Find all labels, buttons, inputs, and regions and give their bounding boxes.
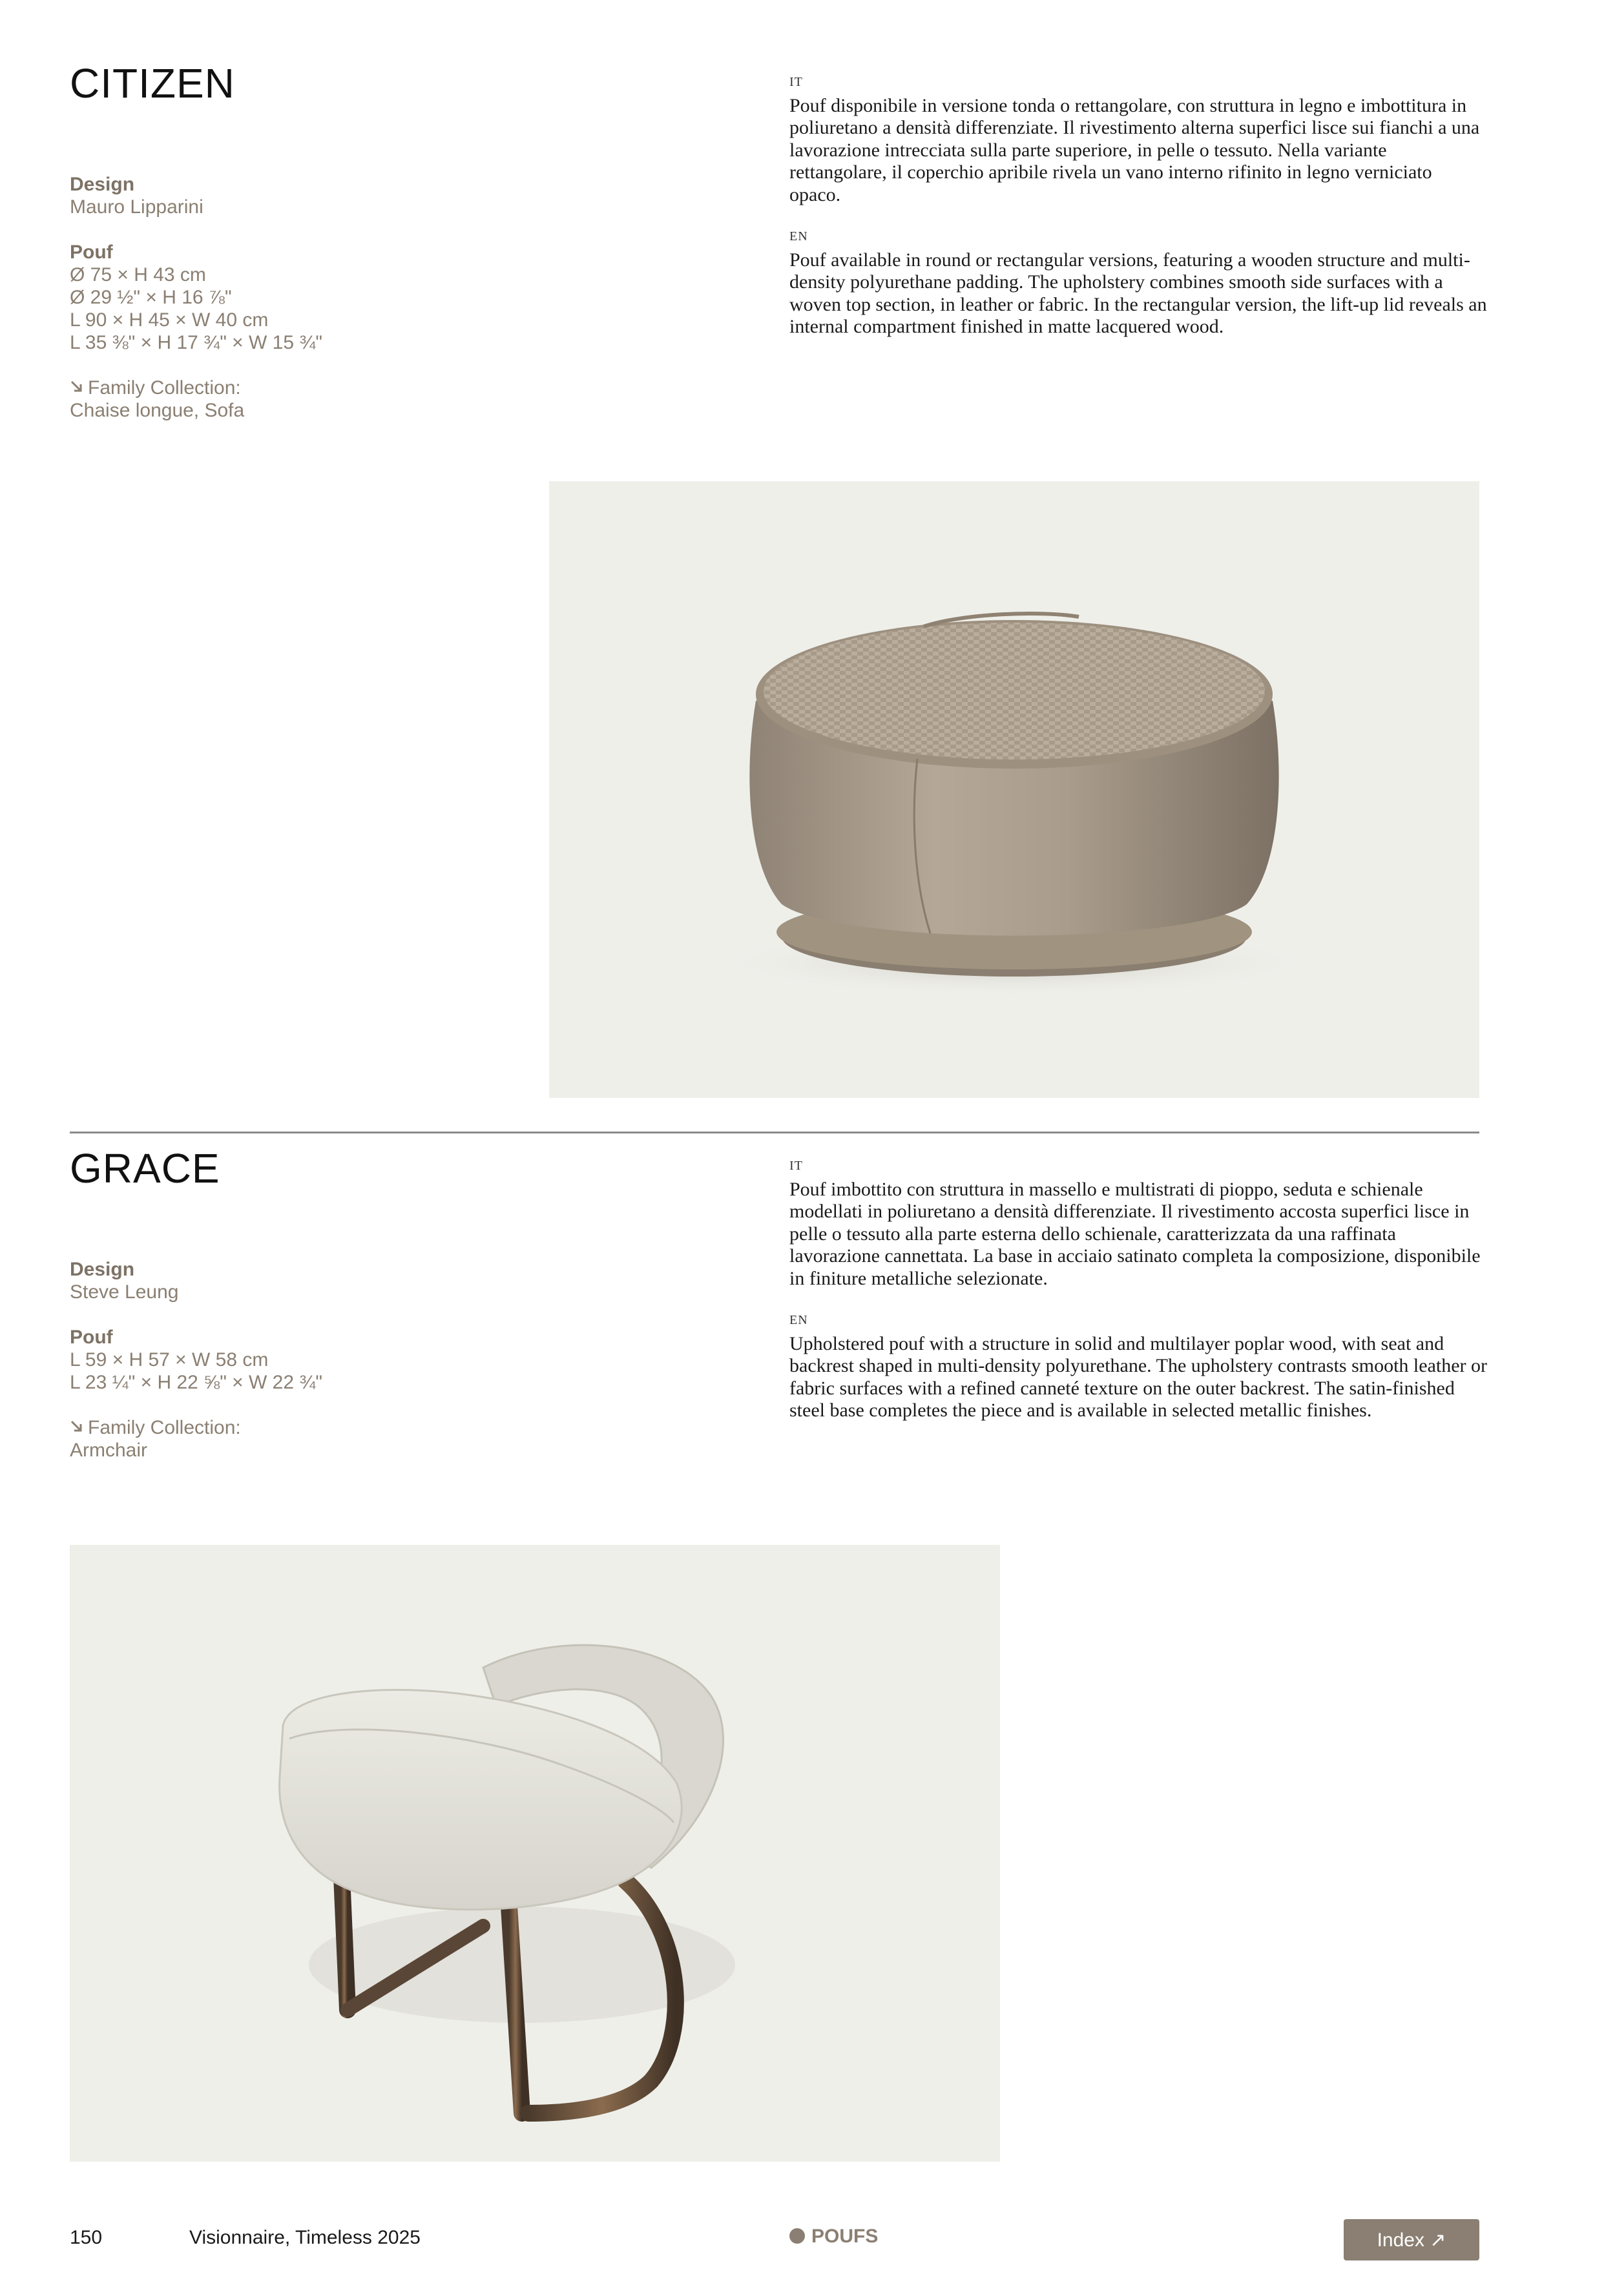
product-photo-grace [70,1545,1000,2162]
language-label-en: EN [789,1313,808,1327]
description-it: Pouf disponibile in versione tonda o rettangolare, con struttura in legno e imbottitura in poliuretano a densità differenziate. Il rivestimento alterna superfici lisce sui fianchi a una lavorazione intrecciata sulla parte superiore, in pelle o tessuto. Nella variante rettangolare, il coperchio apribile rivela un vano interno rifinito in legno verniciato opaco. [789,94,1480,205]
section-divider [70,1132,1479,1133]
product-description-grace [789,1155,1487,1442]
product-title-grace: GRACE [70,1145,220,1192]
dimension-line: L 90 × H 45 × W 40 cm [70,309,269,331]
dimension-line: Ø 75 × H 43 cm [70,264,206,285]
design-label: Design [70,1259,135,1280]
arrow-down-right-icon [70,1416,84,1439]
page-number: 150 [70,2227,103,2248]
dimension-line: Ø 29 ½" × H 16 ⅞" [70,287,232,308]
product-photo-citizen [549,481,1479,1098]
family-collection-link[interactable] [70,1416,522,1439]
type-label: Pouf [70,1327,113,1348]
dimension-line: L 35 ⅜" × H 17 ¾" × W 15 ¾" [70,332,323,353]
section-name: POUFS [811,2226,879,2247]
dimension-line: L 23 ¼" × H 22 ⅝" × W 22 ¾" [70,1372,323,1393]
product-description-citizen [789,71,1487,358]
family-collection-value[interactable]: Chaise longue, Sofa [70,400,245,421]
family-label: Family Collection: [88,377,241,398]
family-collection-link[interactable] [70,377,522,399]
design-label: Design [70,174,135,195]
designer-name: Mauro Lipparini [70,196,203,218]
product-meta-citizen [70,173,522,422]
index-button[interactable]: Index ↗ [1344,2219,1479,2260]
dot-icon [789,2228,805,2244]
type-label: Pouf [70,242,113,263]
designer-name: Steve Leung [70,1281,179,1303]
dimension-line: L 59 × H 57 × W 58 cm [70,1349,269,1370]
pouf-grace-illustration [70,1545,1000,2162]
description-it: Pouf imbottito con struttura in massello e multistrati di pioppo, seduta e schienale modellati in poliuretano a densità differenziate. Il rivestimento accosta superfici lisce in pelle o tessuto alla parte esterna dello schienale, caratterizzata da una raffinata lavorazione cannettata. La base in acciaio satinato completa la composizione, disponibile in finiture metalliche selezionate. [789,1178,1481,1289]
product-meta-grace [70,1258,522,1462]
product-title-citizen: CITIZEN [70,60,235,107]
pouf-round-illustration [549,481,1479,1098]
description-en: Upholstered pouf with a structure in solid and multilayer poplar wood, with seat and backrest shaped in multi-density polyurethane. The upholstery contrasts smooth leather or fabric surfaces with a refined canneté texture on the outer backrest. The satin-finished steel base completes the piece and is available in selected metallic finishes. [789,1332,1488,1421]
family-collection-value[interactable]: Armchair [70,1440,148,1461]
description-en: Pouf available in round or rectangular versions, featuring a wooden structure and multi-density polyurethane padding. The upholstery combines smooth side surfaces with a woven top section, in leather or fabric. In the rectangular version, the lift-up lid reveals an internal compartment finished in matte lacquered wood. [789,249,1487,337]
section-label [789,2226,878,2248]
language-label-en: EN [789,229,808,243]
language-label-it: IT [789,1159,803,1173]
arrow-down-right-icon [70,377,84,399]
language-label-it: IT [789,75,803,89]
publication-title: Visionnaire, Timeless 2025 [189,2227,421,2248]
family-label: Family Collection: [88,1417,241,1438]
